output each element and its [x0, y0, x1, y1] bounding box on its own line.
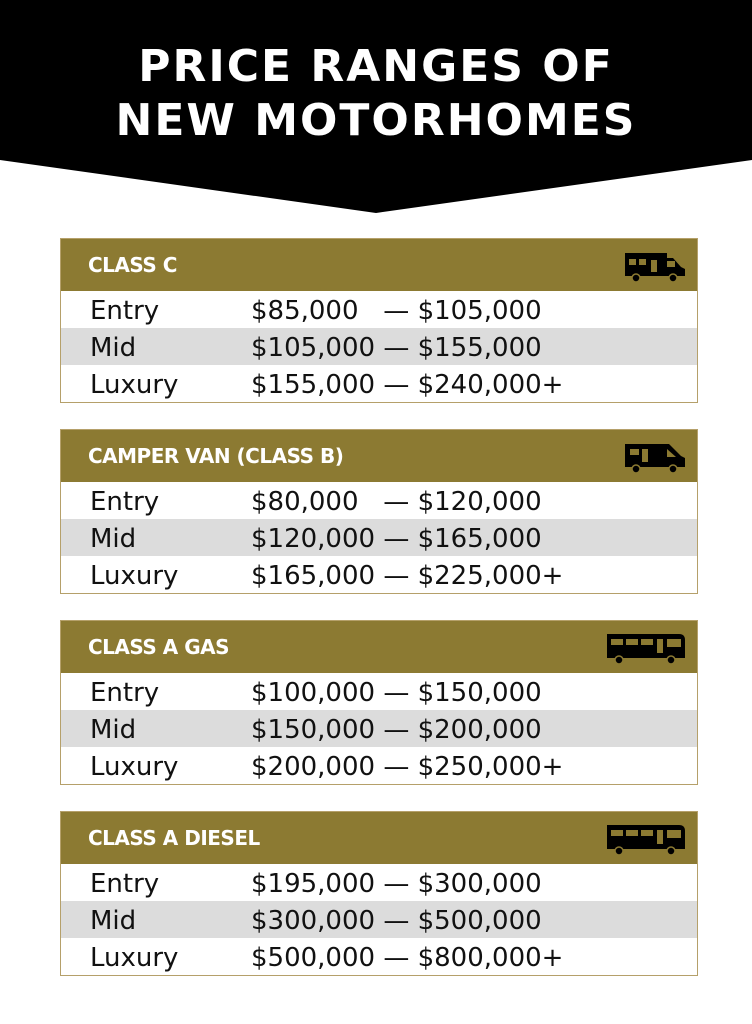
- price-range: $500,000 — $800,000+: [251, 943, 564, 973]
- price-row-entry: [61, 482, 697, 519]
- price-row-luxury: [61, 747, 697, 784]
- card-title: CLASS C: [88, 253, 177, 277]
- price-range: $105,000 — $155,000: [251, 333, 542, 363]
- tier-label: Luxury: [90, 943, 179, 973]
- card-header: [61, 621, 697, 673]
- price-row-luxury: [61, 365, 697, 402]
- price-row-entry: [61, 291, 697, 328]
- price-row-entry: [61, 673, 697, 710]
- page-title: PRICE RANGES OF NEW MOTORHOMES: [115, 41, 637, 146]
- tier-label: Entry: [90, 678, 160, 708]
- price-card-class-a-gas: [60, 620, 698, 785]
- title-banner: [0, 0, 752, 215]
- tier-label: Luxury: [90, 561, 179, 591]
- tier-label: Mid: [90, 715, 137, 745]
- tier-label: Entry: [90, 487, 160, 517]
- card-title: CLASS A GAS: [88, 635, 230, 659]
- price-range: $300,000 — $500,000: [251, 906, 542, 936]
- card-title: CLASS A DIESEL: [88, 826, 260, 850]
- price-row-luxury: [61, 938, 697, 975]
- tier-label: Entry: [90, 296, 160, 326]
- card-header: [61, 239, 697, 291]
- price-range: $195,000 — $300,000: [251, 869, 542, 899]
- card-header: [61, 430, 697, 482]
- price-range: $155,000 — $240,000+: [251, 370, 564, 400]
- price-range: $200,000 — $250,000+: [251, 752, 564, 782]
- price-card-class-c: [60, 238, 698, 403]
- price-range: $85,000 — $105,000: [251, 296, 542, 326]
- price-range: $150,000 — $200,000: [251, 715, 542, 745]
- price-row-mid: [61, 328, 697, 365]
- price-row-entry: [61, 864, 697, 901]
- price-row-luxury: [61, 556, 697, 593]
- price-range: $165,000 — $225,000+: [251, 561, 564, 591]
- price-range: $120,000 — $165,000: [251, 524, 542, 554]
- price-row-mid: [61, 710, 697, 747]
- card-title: CAMPER VAN (CLASS B): [88, 444, 344, 468]
- camper-van-icon: [623, 440, 687, 474]
- price-range: $100,000 — $150,000: [251, 678, 542, 708]
- price-card-class-a-diesel: [60, 811, 698, 976]
- tier-label: Luxury: [90, 370, 179, 400]
- class-a-bus-icon: [605, 822, 687, 856]
- price-card-camper-van: [60, 429, 698, 594]
- tier-label: Entry: [90, 869, 160, 899]
- price-row-mid: [61, 901, 697, 938]
- class-a-bus-icon: [605, 631, 687, 665]
- tier-label: Luxury: [90, 752, 179, 782]
- card-header: [61, 812, 697, 864]
- class-c-rv-icon: [623, 249, 687, 283]
- price-row-mid: [61, 519, 697, 556]
- price-range: $80,000 — $120,000: [251, 487, 542, 517]
- tier-label: Mid: [90, 333, 137, 363]
- tier-label: Mid: [90, 906, 137, 936]
- tier-label: Mid: [90, 524, 137, 554]
